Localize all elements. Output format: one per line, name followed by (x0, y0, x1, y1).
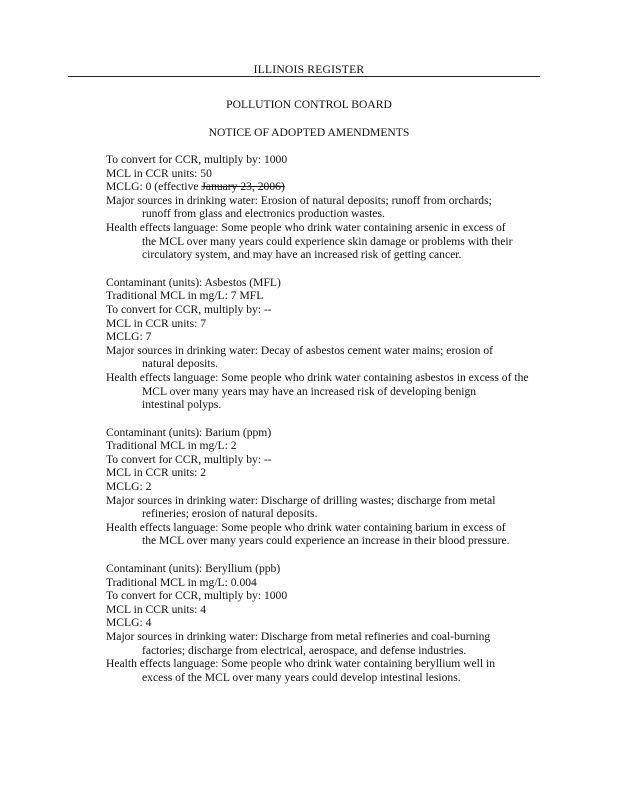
arsenic-health-line-2: the MCL over many years could experience skin damage or problems with their (142, 234, 513, 248)
asbestos-traditional-mcl: Traditional MCL in mg/L: 7 MFL (106, 289, 264, 303)
beryllium-sources-line-1: Major sources in drinking water: Discharge from metal refineries and coal-burning (106, 630, 491, 643)
board-title: POLLUTION CONTROL BOARD (226, 98, 392, 111)
asbestos-health-line-2: MCL over many years may have an increased risk of developing benign (142, 384, 477, 398)
barium-sources-line-1: Major sources in drinking water: Discharge of drilling wastes; discharge from metal (106, 493, 496, 507)
arsenic-mclg-prefix: MCLG: 0 (effective (106, 180, 202, 194)
barium-sources-line-2: refineries; erosion of natural deposits. (142, 507, 318, 521)
asbestos-contaminant: Contaminant (units): Asbestos (MFL) (106, 275, 281, 289)
asbestos-convert: To convert for CCR, multiply by: -- (106, 302, 272, 316)
arsenic-mclg (106, 180, 536, 194)
beryllium-section (106, 562, 536, 684)
register-title: ILLINOIS REGISTER (253, 63, 365, 76)
arsenic-sources-line-2: runoff from glass and electronics production wastes. (142, 207, 385, 221)
asbestos-health-line-3: intestinal polyps. (142, 398, 222, 412)
arsenic-mcl-ccr: MCL in CCR units: 50 (106, 166, 212, 180)
barium-contaminant: Contaminant (units): Barium (ppm) (106, 425, 272, 439)
arsenic-section (106, 153, 536, 262)
barium-health-line-1: Health effects language: Some people who drink water containing barium in excess of (106, 520, 506, 534)
arsenic-convert: To convert for CCR, multiply by: 1000 (106, 153, 288, 166)
beryllium-convert: To convert for CCR, multiply by: 1000 (106, 589, 288, 603)
beryllium-traditional-mcl: Traditional MCL in mg/L: 0.004 (106, 575, 257, 589)
arsenic-health-line-3: circulatory system, and may have an increased risk of getting cancer. (142, 248, 462, 262)
barium-convert: To convert for CCR, multiply by: -- (106, 452, 272, 466)
notice-title: NOTICE OF ADOPTED AMENDMENTS (208, 126, 410, 139)
beryllium-mclg: MCLG: 4 (106, 616, 152, 630)
beryllium-health-line-1: Health effects language: Some people who drink water containing beryllium well in (106, 657, 496, 671)
barium-mclg: MCLG: 2 (106, 480, 152, 494)
beryllium-sources-line-2: factories; discharge from electrical, aerospace, and defense industries. (142, 643, 467, 657)
beryllium-contaminant: Contaminant (units): Beryllium (ppb) (106, 562, 281, 576)
asbestos-sources-line-2: natural deposits. (142, 357, 218, 371)
asbestos-mclg: MCLG: 7 (106, 330, 152, 344)
document-body (106, 153, 536, 684)
barium-section (106, 426, 536, 548)
asbestos-sources-line-1: Major sources in drinking water: Decay of asbestos cement water mains; erosion of (106, 343, 493, 357)
beryllium-mcl-ccr: MCL in CCR units: 4 (106, 602, 207, 616)
header-rule (68, 76, 540, 77)
arsenic-sources-line-1: Major sources in drinking water: Erosion of natural deposits; runoff from orchards; (106, 193, 492, 207)
beryllium-health-line-2: excess of the MCL over many years could develop intestinal lesions. (142, 670, 461, 684)
asbestos-mcl-ccr: MCL in CCR units: 7 (106, 316, 207, 330)
barium-mcl-ccr: MCL in CCR units: 2 (106, 466, 207, 480)
arsenic-mclg-struck-date: January 23, 2006) (201, 180, 285, 194)
arsenic-health-line-1: Health effects language: Some people who drink water containing arsenic in excess of (106, 220, 506, 234)
asbestos-health-line-1: Health effects language: Some people who drink water containing asbestos in excess of the (106, 370, 529, 384)
asbestos-section (106, 276, 536, 412)
barium-traditional-mcl: Traditional MCL in mg/L: 2 (106, 439, 237, 453)
barium-health-line-2: the MCL over many years could experience an increase in their blood pressure. (142, 534, 510, 548)
